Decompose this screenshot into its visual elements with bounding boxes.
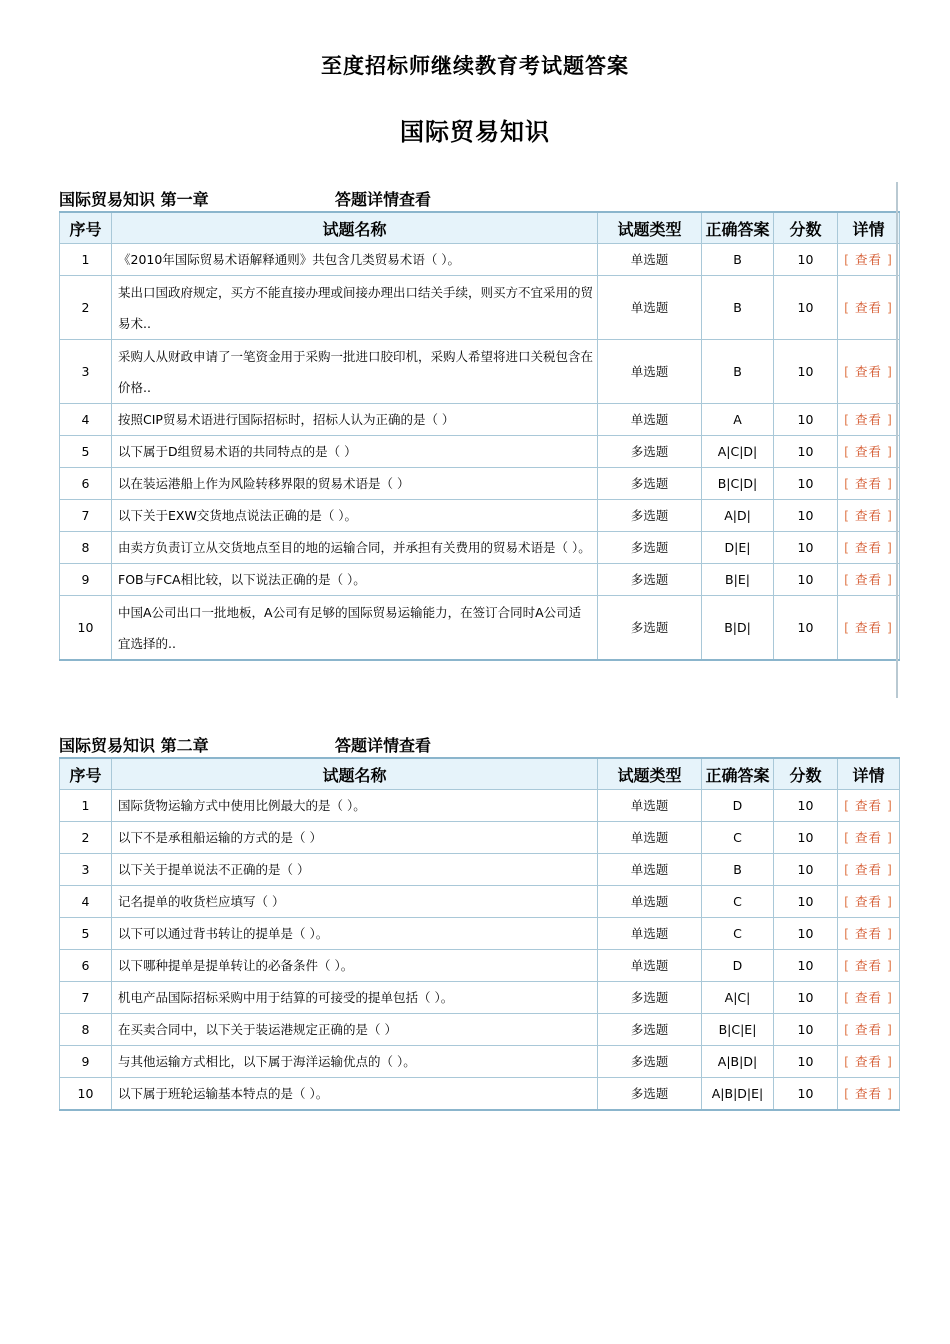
question-type: 多选题	[598, 1014, 702, 1046]
view-label[interactable]: 查看	[854, 1022, 882, 1037]
correct-answer: C	[702, 886, 774, 918]
score: 10	[774, 886, 838, 918]
correct-answer: A|C|D|	[702, 436, 774, 468]
table-row	[60, 886, 900, 918]
question-name: 记名提单的收货栏应填写（ ）	[112, 886, 598, 918]
score: 10	[774, 822, 838, 854]
question-name: 以下属于D组贸易术语的共同特点的是（ ）	[112, 436, 598, 468]
row-number: 2	[60, 822, 112, 854]
correct-answer: D	[702, 790, 774, 822]
row-number: 6	[60, 950, 112, 982]
view-label[interactable]: 查看	[854, 572, 882, 587]
score: 10	[774, 532, 838, 564]
correct-answer: B|D|	[702, 596, 774, 661]
question-type: 多选题	[598, 436, 702, 468]
question-type: 单选题	[598, 244, 702, 276]
table-row	[60, 532, 900, 564]
view-link[interactable]: [ 查看 ]	[838, 276, 900, 340]
table-row	[60, 404, 900, 436]
question-name: 机电产品国际招标采购中用于结算的可接受的提单包括（ ）。	[112, 982, 598, 1014]
row-number: 2	[60, 276, 112, 340]
question-name: 按照CIP贸易术语进行国际招标时，招标人认为正确的是（ ）	[112, 404, 598, 436]
question-name: 《2010年国际贸易术语解释通则》共包含几类贸易术语（ ）。	[112, 244, 598, 276]
table-row	[60, 822, 900, 854]
correct-answer: B|C|D|	[702, 468, 774, 500]
question-name: 中国A公司出口一批地板，A公司有足够的国际贸易运输能力，在签订合同时A公司适宜选择的..	[112, 596, 598, 661]
view-link[interactable]: [ 查看 ]	[838, 854, 900, 886]
row-number: 7	[60, 500, 112, 532]
table-row	[60, 790, 900, 822]
view-label[interactable]: 查看	[854, 990, 882, 1005]
view-label[interactable]: 查看	[854, 364, 882, 379]
question-type: 单选题	[598, 340, 702, 404]
question-name: 以下属于班轮运输基本特点的是（ ）。	[112, 1078, 598, 1111]
view-label[interactable]: 查看	[854, 252, 882, 267]
table-row	[60, 564, 900, 596]
score: 10	[774, 276, 838, 340]
score: 10	[774, 500, 838, 532]
view-label[interactable]: 查看	[854, 300, 882, 315]
question-table	[59, 211, 900, 661]
column-header-score: 分数	[774, 212, 838, 244]
chapter-title: 国际贸易知识 第二章	[59, 736, 209, 755]
document-title: 至度招标师继续教育考试题答案	[321, 54, 629, 78]
correct-answer: C	[702, 822, 774, 854]
score: 10	[774, 244, 838, 276]
question-name: 采购人从财政申请了一笔资金用于采购一批进口胶印机，采购人希望将进口关税包含在价格..	[112, 340, 598, 404]
view-label[interactable]: 查看	[854, 444, 882, 459]
score: 10	[774, 1014, 838, 1046]
row-number: 4	[60, 404, 112, 436]
correct-answer: B	[702, 854, 774, 886]
row-number: 8	[60, 532, 112, 564]
correct-answer: B	[702, 276, 774, 340]
column-header-score: 分数	[774, 758, 838, 790]
table-row	[60, 276, 900, 340]
correct-answer: B	[702, 340, 774, 404]
table-row	[60, 1078, 900, 1111]
view-label[interactable]: 查看	[854, 830, 882, 845]
view-label[interactable]: 查看	[854, 958, 882, 973]
table-row	[60, 854, 900, 886]
question-name: 以下关于EXW交货地点说法正确的是（ ）。	[112, 500, 598, 532]
section-header	[59, 731, 899, 757]
view-link[interactable]: [ 查看 ]	[838, 596, 900, 661]
table-row	[60, 596, 900, 661]
view-label[interactable]: 查看	[854, 1086, 882, 1101]
column-header-detail: 详情	[838, 758, 900, 790]
view-link[interactable]: [ 查看 ]	[838, 244, 900, 276]
question-type: 多选题	[598, 532, 702, 564]
question-name: 某出口国政府规定，买方不能直接办理或间接办理出口结关手续，则买方不宜采用的贸易术..	[112, 276, 598, 340]
view-label[interactable]: 查看	[854, 862, 882, 877]
question-name: 由卖方负责订立从交货地点至目的地的运输合同，并承担有关费用的贸易术语是（ ）。	[112, 532, 598, 564]
row-number: 10	[60, 596, 112, 661]
question-type: 单选题	[598, 276, 702, 340]
column-header-question: 试题名称	[112, 758, 598, 790]
scrollbar-edge	[896, 182, 898, 698]
row-number: 10	[60, 1078, 112, 1111]
question-type: 单选题	[598, 790, 702, 822]
question-name: 以下不是承租船运输的方式的是（ ）	[112, 822, 598, 854]
correct-answer: A|B|D|	[702, 1046, 774, 1078]
correct-answer: A|C|	[702, 982, 774, 1014]
column-header-question: 试题名称	[112, 212, 598, 244]
row-number: 3	[60, 854, 112, 886]
correct-answer: C	[702, 918, 774, 950]
view-link[interactable]: [ 查看 ]	[838, 1014, 900, 1046]
question-type: 多选题	[598, 1078, 702, 1111]
question-type: 单选题	[598, 886, 702, 918]
score: 10	[774, 340, 838, 404]
table-row	[60, 982, 900, 1014]
view-link[interactable]: [ 查看 ]	[838, 1078, 900, 1111]
view-link[interactable]: [ 查看 ]	[838, 340, 900, 404]
correct-answer: B|C|E|	[702, 1014, 774, 1046]
correct-answer: A	[702, 404, 774, 436]
view-link[interactable]: [ 查看 ]	[838, 822, 900, 854]
question-name: 以下可以通过背书转让的提单是（ ）。	[112, 918, 598, 950]
score: 10	[774, 854, 838, 886]
view-label[interactable]: 查看	[854, 508, 882, 523]
question-type: 单选题	[598, 918, 702, 950]
view-label[interactable]: 查看	[854, 476, 882, 491]
column-header-number: 序号	[60, 758, 112, 790]
correct-answer: D	[702, 950, 774, 982]
row-number: 6	[60, 468, 112, 500]
score: 10	[774, 918, 838, 950]
question-type: 单选题	[598, 822, 702, 854]
view-link[interactable]: [ 查看 ]	[838, 982, 900, 1014]
column-header-detail: 详情	[838, 212, 900, 244]
row-number: 1	[60, 790, 112, 822]
view-label[interactable]: 查看	[854, 1054, 882, 1069]
view-link[interactable]: [ 查看 ]	[838, 1046, 900, 1078]
row-number: 4	[60, 886, 112, 918]
question-table	[59, 757, 900, 1111]
score: 10	[774, 468, 838, 500]
answer-detail-link[interactable]: 答题详情查看	[335, 736, 432, 755]
score: 10	[774, 564, 838, 596]
table-row	[60, 244, 900, 276]
view-label[interactable]: 查看	[854, 798, 882, 813]
table-row	[60, 436, 900, 468]
correct-answer: A|B|D|E|	[702, 1078, 774, 1111]
question-name: 以下哪种提单是提单转让的必备条件（ ）。	[112, 950, 598, 982]
column-header-number: 序号	[60, 212, 112, 244]
chapter-1-section	[59, 185, 899, 661]
row-number: 5	[60, 436, 112, 468]
question-name: FOB与FCA相比较，以下说法正确的是（ ）。	[112, 564, 598, 596]
score: 10	[774, 950, 838, 982]
view-label[interactable]: 查看	[854, 412, 882, 427]
question-name: 以在装运港船上作为风险转移界限的贸易术语是（ ）	[112, 468, 598, 500]
view-link[interactable]: [ 查看 ]	[838, 500, 900, 532]
row-number: 5	[60, 918, 112, 950]
view-label[interactable]: 查看	[854, 926, 882, 941]
table-row	[60, 468, 900, 500]
column-header-type: 试题类型	[598, 212, 702, 244]
row-number: 3	[60, 340, 112, 404]
score: 10	[774, 436, 838, 468]
question-type: 多选题	[598, 564, 702, 596]
correct-answer: A|D|	[702, 500, 774, 532]
column-header-type: 试题类型	[598, 758, 702, 790]
question-name: 以下关于提单说法不正确的是（ ）	[112, 854, 598, 886]
question-type: 单选题	[598, 854, 702, 886]
section-header	[59, 185, 899, 211]
score: 10	[774, 790, 838, 822]
table-row	[60, 500, 900, 532]
question-type: 多选题	[598, 982, 702, 1014]
view-label[interactable]: 查看	[854, 540, 882, 555]
table-row	[60, 1014, 900, 1046]
view-link[interactable]: [ 查看 ]	[838, 950, 900, 982]
document-subtitle: 国际贸易知识	[400, 118, 550, 146]
question-name: 与其他运输方式相比，以下属于海洋运输优点的（ ）。	[112, 1046, 598, 1078]
question-type: 多选题	[598, 500, 702, 532]
score: 10	[774, 596, 838, 661]
correct-answer: B|E|	[702, 564, 774, 596]
score: 10	[774, 1078, 838, 1111]
table-row	[60, 340, 900, 404]
row-number: 1	[60, 244, 112, 276]
chapter-title: 国际贸易知识 第一章	[59, 190, 209, 209]
question-name: 在买卖合同中，以下关于装运港规定正确的是（ ）	[112, 1014, 598, 1046]
question-type: 单选题	[598, 404, 702, 436]
question-type: 多选题	[598, 468, 702, 500]
row-number: 9	[60, 1046, 112, 1078]
question-name: 国际货物运输方式中使用比例最大的是（ ）。	[112, 790, 598, 822]
view-link[interactable]: [ 查看 ]	[838, 790, 900, 822]
score: 10	[774, 1046, 838, 1078]
view-link[interactable]: [ 查看 ]	[838, 436, 900, 468]
chapter-2-section	[59, 731, 899, 1111]
row-number: 9	[60, 564, 112, 596]
correct-answer: B	[702, 244, 774, 276]
view-link[interactable]: [ 查看 ]	[838, 532, 900, 564]
column-header-answer: 正确答案	[702, 758, 774, 790]
table-row	[60, 950, 900, 982]
question-type: 多选题	[598, 1046, 702, 1078]
table-row	[60, 918, 900, 950]
view-label[interactable]: 查看	[854, 894, 882, 909]
correct-answer: D|E|	[702, 532, 774, 564]
question-type: 多选题	[598, 596, 702, 661]
view-link[interactable]: [ 查看 ]	[838, 918, 900, 950]
column-header-answer: 正确答案	[702, 212, 774, 244]
view-link[interactable]: [ 查看 ]	[838, 468, 900, 500]
row-number: 8	[60, 1014, 112, 1046]
view-label[interactable]: 查看	[854, 620, 882, 635]
score: 10	[774, 404, 838, 436]
score: 10	[774, 982, 838, 1014]
view-link[interactable]: [ 查看 ]	[838, 564, 900, 596]
view-link[interactable]: [ 查看 ]	[838, 886, 900, 918]
question-type: 单选题	[598, 950, 702, 982]
view-link[interactable]: [ 查看 ]	[838, 404, 900, 436]
table-row	[60, 1046, 900, 1078]
row-number: 7	[60, 982, 112, 1014]
answer-detail-link[interactable]: 答题详情查看	[335, 190, 432, 209]
